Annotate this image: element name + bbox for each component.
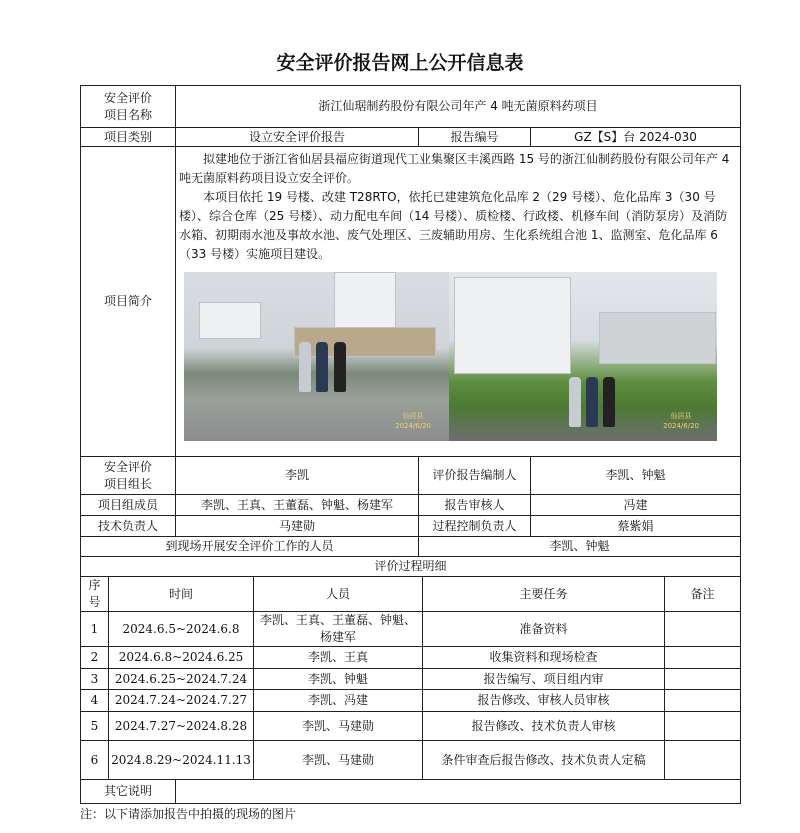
header-remark: 备注 [665, 577, 741, 612]
row-remark [665, 669, 741, 690]
header-task: 主要任务 [423, 577, 665, 612]
intro-content [176, 147, 741, 457]
project-name: 浙江仙琚制药股份有限公司年产 4 吨无菌原料药项目 [176, 86, 741, 128]
leader-label: 安全评价 项目组长 [81, 457, 176, 495]
intro-paragraph: 拟建地位于浙江省仙居县福应街道现代工业集聚区丰溪西路 15 号的浙江仙制药股份有限公司年产 4 吨无菌原料药项目设立安全评价。 [179, 152, 730, 185]
tech-label: 技术负责人 [81, 516, 176, 537]
row-task: 收集资料和现场检查 [423, 647, 665, 669]
row-people: 李凯、马建勋 [254, 712, 423, 741]
row-no: 4 [81, 690, 109, 712]
other-value [176, 780, 741, 804]
row-remark [665, 647, 741, 669]
row-no: 5 [81, 712, 109, 741]
header-no: 序号 [81, 577, 109, 612]
process-row [81, 647, 741, 669]
photo-watermark: 仙居县 2024/6/20 [395, 412, 432, 430]
process-row [81, 612, 741, 647]
row-people: 李凯、冯建 [254, 690, 423, 712]
row-people: 李凯、钟魁 [254, 669, 423, 690]
row-task: 准备资料 [423, 612, 665, 647]
leader: 李凯 [176, 457, 419, 495]
header-time: 时间 [109, 577, 254, 612]
report-no: GZ【S】台 2024-030 [531, 128, 741, 147]
row-people: 李凯、王真 [254, 647, 423, 669]
row-remark [665, 612, 741, 647]
onsite-label: 到现场开展安全评价工作的人员 [81, 537, 419, 557]
header-people: 人员 [254, 577, 423, 612]
row-no: 1 [81, 612, 109, 647]
row-task: 条件审查后报告修改、技术负责人定稿 [423, 741, 665, 780]
row-time: 2024.6.8~2024.6.25 [109, 647, 254, 669]
category-label: 项目类别 [81, 128, 176, 147]
process-ctrl: 蔡紫娟 [531, 516, 741, 537]
row-time: 2024.7.27~2024.8.28 [109, 712, 254, 741]
compiler-label: 评价报告编制人 [419, 457, 531, 495]
site-photos [184, 272, 737, 441]
process-row [81, 712, 741, 741]
row-time: 2024.8.29~2024.11.13 [109, 741, 254, 780]
report-no-label: 报告编号 [419, 128, 531, 147]
row-no: 6 [81, 741, 109, 780]
reviewer: 冯建 [531, 495, 741, 516]
process-row [81, 741, 741, 780]
process-row [81, 690, 741, 712]
row-task: 报告修改、审核人员审核 [423, 690, 665, 712]
process-row [81, 669, 741, 690]
row-time: 2024.7.24~2024.7.27 [109, 690, 254, 712]
row-remark [665, 712, 741, 741]
process-header-row [81, 577, 741, 612]
photo-watermark: 仙居县 2024/6/20 [663, 412, 700, 430]
tech: 马建勋 [176, 516, 419, 537]
site-photo [449, 272, 717, 441]
project-name-label: 安全评价 项目名称 [81, 86, 176, 128]
row-people: 李凯、王真、王董磊、钟魁、杨建军 [254, 612, 423, 647]
row-remark [665, 690, 741, 712]
reviewer-label: 报告审核人 [419, 495, 531, 516]
info-table [80, 85, 741, 804]
process-title: 评价过程明细 [81, 557, 741, 577]
other-label: 其它说明 [81, 780, 176, 804]
row-task: 报告修改、技术负责人审核 [423, 712, 665, 741]
row-time: 2024.6.25~2024.7.24 [109, 669, 254, 690]
site-photo [184, 272, 449, 441]
row-remark [665, 741, 741, 780]
onsite: 李凯、钟魁 [419, 537, 741, 557]
row-people: 李凯、马建勋 [254, 741, 423, 780]
page-title: 安全评价报告网上公开信息表 [276, 52, 524, 74]
compiler: 李凯、钟魁 [531, 457, 741, 495]
row-no: 3 [81, 669, 109, 690]
category-value: 设立安全评价报告 [176, 128, 419, 147]
intro-label: 项目简介 [81, 147, 176, 457]
members-label: 项目组成员 [81, 495, 176, 516]
row-task: 报告编写、项目组内审 [423, 669, 665, 690]
row-no: 2 [81, 647, 109, 669]
intro-paragraph: 本项目依托 19 号楼、改建 T28RTO，依托已建建筑危化品库 2（29 号楼）、危化品库 3（30 号楼）、综合仓库（25 号楼）、动力配电车间（14 号楼）、质检楼、行政楼、机修车间（消防泵房）及消防水箱、初期雨水池及事故水池、废气处理区、三废辅助用房、生化系统组合池 1、监测室、危化品库 6（33 号楼）实施项目建设。 [179, 190, 728, 261]
document-body [80, 85, 740, 822]
process-ctrl-label: 过程控制负责人 [419, 516, 531, 537]
row-time: 2024.6.5~2024.6.8 [109, 612, 254, 647]
members: 李凯、王真、王董磊、钟魁、杨建军 [176, 495, 419, 516]
footnote: 注：以下请添加报告中拍摄的现场的图片 [80, 807, 297, 821]
